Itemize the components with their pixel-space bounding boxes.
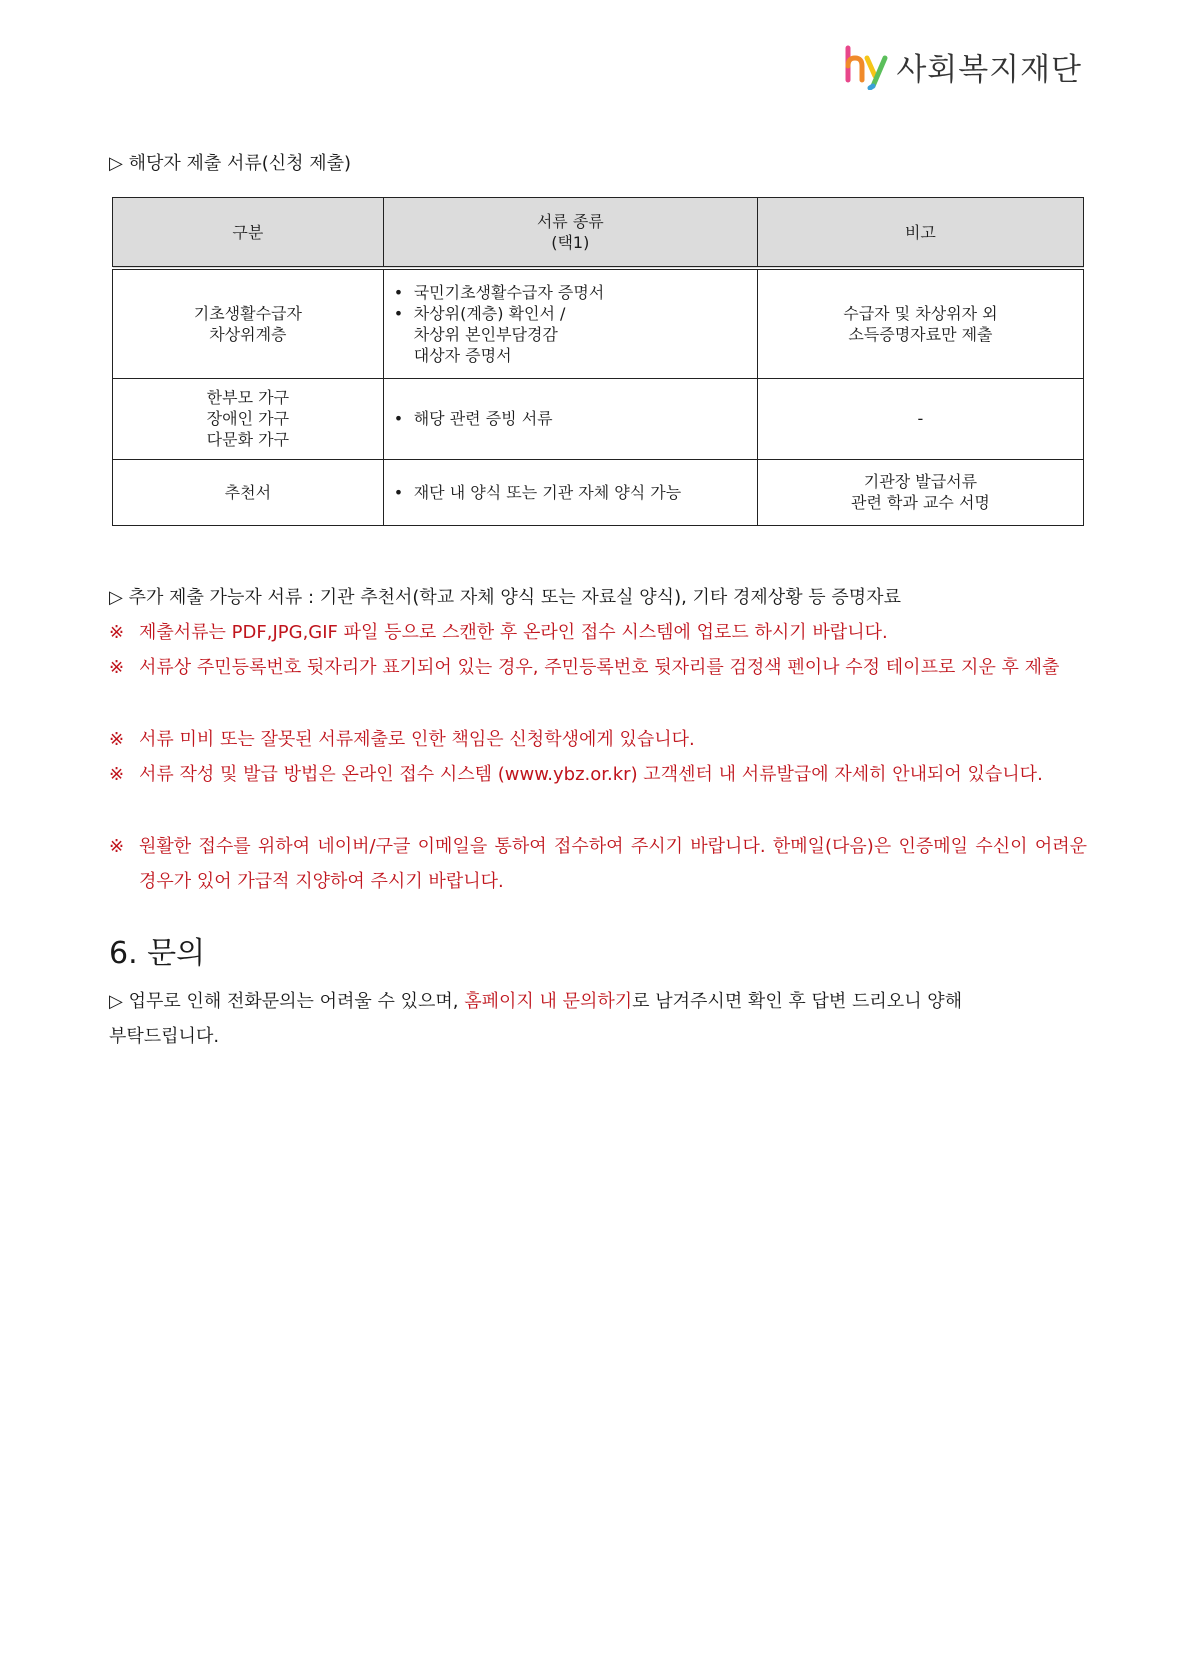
row-items [383, 378, 757, 459]
hy-logo-icon [844, 44, 890, 90]
note-item: ※ 원활한 접수를 위하여 네이버/구글 이메일을 통하여 접수하여 주시기 바랍니다. 한메일(다음)은 인증메일 수신이 어려운 경우가 있어 가급적 지양하여 주시기 바랍니다. [109, 836, 1087, 892]
homepage-inquiry-link[interactable]: 홈페이지 내 문의하기 [464, 991, 633, 1012]
row-category: 기초생활수급자 차상위계층 [113, 268, 384, 378]
logo-text: 사회복지재단 [896, 52, 1082, 88]
documents-table [112, 197, 1084, 526]
note-item: ※ 제출서류는 PDF,JPG,GIF 파일 등으로 스캔한 후 온라인 접수 시스템에 업로드 하시기 바랍니다. [109, 622, 888, 643]
inquiry-text: ▷ 업무로 인해 전화문의는 어려울 수 있으며, 홈페이지 내 문의하기로 남겨주시면 확인 후 답변 드리오니 양해 [109, 991, 963, 1012]
list-item: • 해당 관련 증빙 서류 [394, 408, 756, 429]
row-items [383, 268, 757, 378]
docs-heading: ▷ 해당자 제출 서류(신청 제출) [109, 153, 352, 174]
table-row [113, 378, 1084, 459]
row-note: 기관장 발급서류 관련 학과 교수 서명 [757, 459, 1083, 525]
header-doc-type: 서류 종류 (택1) [383, 198, 757, 269]
note-item: ※ 서류 작성 및 발급 방법은 온라인 접수 시스템 (www.ybz.or.kr) 고객센터 내 서류발급에 자세히 안내되어 있습니다. [109, 764, 1043, 785]
row-category: 추천서 [113, 459, 384, 525]
inquiry-text-line2: 부탁드립니다. [109, 1026, 220, 1047]
header-category: 구분 [113, 198, 384, 269]
row-note: - [757, 378, 1083, 459]
row-note: 수급자 및 차상위자 외 소득증명자료만 제출 [757, 268, 1083, 378]
table-row [113, 268, 1084, 378]
list-item: • 재단 내 양식 또는 기관 자체 양식 가능 [394, 482, 756, 503]
row-category: 한부모 가구 장애인 가구 다문화 가구 [113, 378, 384, 459]
additional-docs-text: ▷ 추가 제출 가능자 서류 : 기관 추천서(학교 자체 양식 또는 자료실 양식), 기타 경제상황 등 증명자료 [109, 587, 901, 608]
header-remarks: 비고 [757, 198, 1083, 269]
note-item: ※ 서류 미비 또는 잘못된 서류제출로 인한 책임은 신청학생에게 있습니다. [109, 729, 695, 750]
note-item: ※ 서류상 주민등록번호 뒷자리가 표기되어 있는 경우, 주민등록번호 뒷자리를 검정색 펜이나 수정 테이프로 지운 후 제출 [109, 657, 1060, 678]
row-items [383, 459, 757, 525]
list-item: • 차상위(계층) 확인서 / 차상위 본인부담경감 대상자 증명서 [394, 303, 756, 366]
inquiry-title: 6. 문의 [109, 936, 206, 971]
list-item: • 국민기초생활수급자 증명서 [394, 282, 756, 303]
table-row [113, 459, 1084, 525]
foundation-logo [844, 44, 1082, 90]
